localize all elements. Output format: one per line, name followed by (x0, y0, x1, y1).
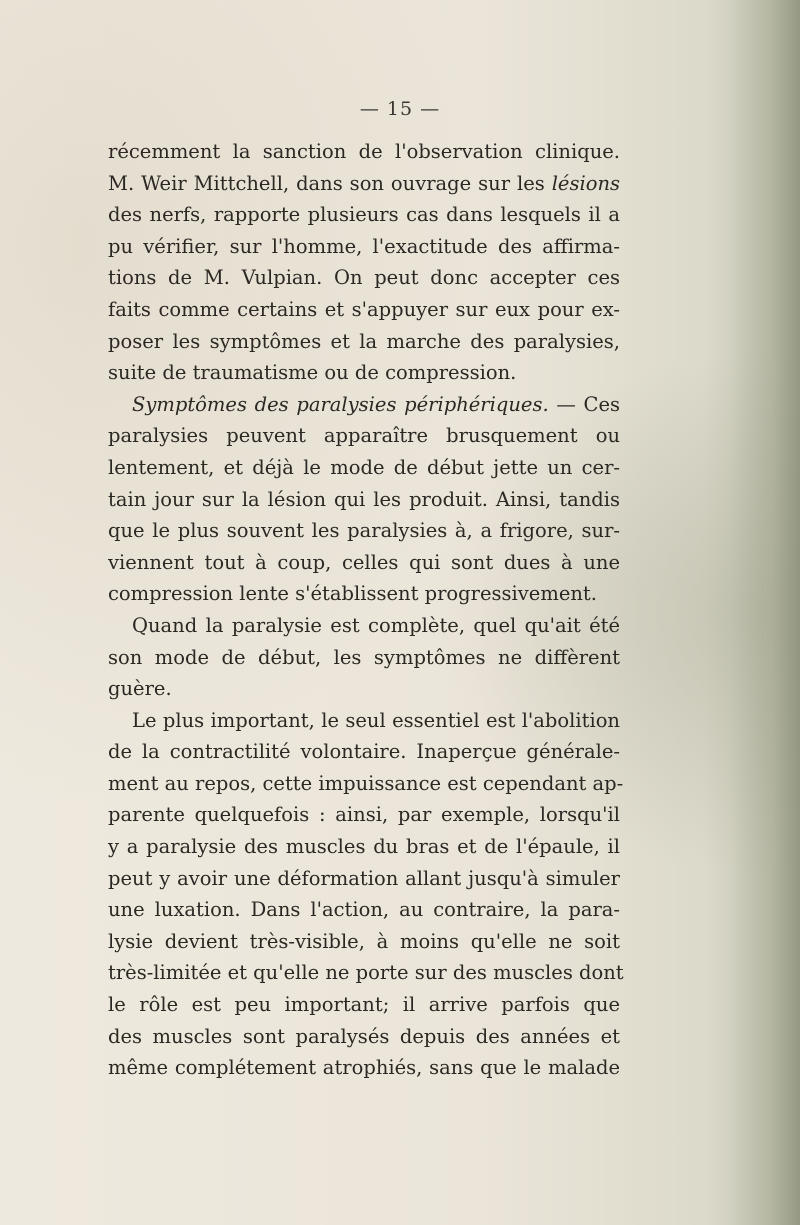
text-line: compression lente s'établissent progressivement. (108, 582, 597, 606)
text-line: son mode de début, les symptômes ne diffèrent (108, 645, 620, 669)
text-line: parente quelquefois : ainsi, par exemple, lorsqu'il (108, 803, 620, 827)
text-line: même complétement atrophiés, sans que le malade (108, 1056, 620, 1080)
text-line: y a paralysie des muscles du bras et de l'épaule, il (108, 835, 620, 859)
text-line: récemment la sanction de l'observation clinique. (108, 140, 620, 163)
text-line: lysie devient très-visible, à moins qu'elle ne soit (108, 929, 620, 953)
text-line: guère. (108, 677, 172, 701)
text-line: pu vérifier, sur l'homme, l'exactitude des affirma- (108, 234, 620, 258)
text-line: poser les symptômes et la marche des paralysies, (108, 329, 620, 353)
text-line: M. Weir Mittchell, dans son ouvrage sur les lésions (108, 171, 621, 195)
section-heading-line: Symptômes des paralysies périphériques. — Ces (132, 392, 620, 416)
text-line: tions de M. Vulpian. On peut donc accepter ces (108, 266, 620, 290)
section-heading: Symptômes des paralysies périphériques. (132, 392, 549, 416)
text-line: très-limitée et qu'elle ne porte sur des muscles dont (108, 961, 624, 985)
text-line: suite de traumatisme ou de compression. (108, 361, 517, 385)
italic-term: lésions (551, 171, 621, 195)
text-line: une luxation. Dans l'action, au contraire, la para- (108, 898, 620, 922)
body-text (108, 136, 624, 1084)
text-line: lentement, et déjà le mode de début jette un cer- (108, 455, 620, 479)
text-line: ment au repos, cette impuissance est cependant ap- (108, 771, 624, 795)
text-line: peut y avoir une déformation allant jusqu'à simuler (108, 866, 620, 890)
text-line: des nerfs, rapporte plusieurs cas dans lesquels il a (108, 203, 620, 227)
text-line: Le plus important, le seul essentiel est l'abolition (132, 708, 620, 732)
text-line: le rôle est peu important; il arrive parfois que (108, 993, 620, 1017)
text-line: de la contractilité volontaire. Inaperçue générale- (108, 740, 620, 764)
text-line: paralysies peuvent apparaître brusquement ou (108, 424, 620, 448)
text-line: tain jour sur la lésion qui les produit. Ainsi, tandis (108, 487, 620, 511)
page-edge-stain (730, 0, 800, 1225)
text-line: faits comme certains et s'appuyer sur eux pour ex- (108, 297, 620, 321)
text-line: des muscles sont paralysés depuis des années et (108, 1024, 620, 1048)
text-line: Quand la paralysie est complète, quel qu'ait été (132, 613, 620, 637)
text-line: que le plus souvent les paralysies à, a frigore, sur- (108, 519, 620, 543)
text-line: viennent tout à coup, celles qui sont dues à une (108, 550, 620, 574)
page-number: — 15 — (359, 98, 441, 120)
